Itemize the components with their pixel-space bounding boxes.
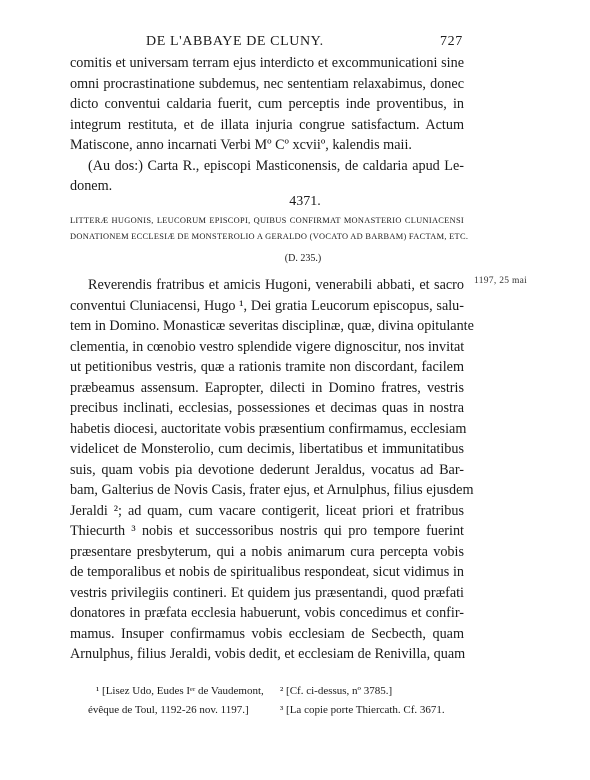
body-line: de temporalibus et nobis de spiritualibus respondeat, sicut vidimus in [70,564,464,580]
running-title: DE L'ABBAYE DE CLUNY. [146,34,324,49]
endorsement-line: donem. [70,178,113,194]
body-line: Arnulphus, filius Jeraldi, vobis dedit, et ecclesiam de Renivilla, quam [70,646,466,662]
text-line: dicto conventui caldaria fuerit, cum perceptis inde proventibus, in [70,96,464,112]
body-line: conventui Cluniacensi, Hugo ¹, Dei gratia Leucorum episcopus, salu- [70,298,464,314]
body-line: præsentare presbyterum, qui a nobis animarum cura percepta vobis [70,544,464,560]
footnote-3: ³ [La copie porte Thiercath. Cf. 3671. [280,704,445,716]
body-line: videlicet de Monsterolio, cum decimis, libertatibus et immunitatibus [70,441,464,457]
footnote-1: ¹ [Lisez Udo, Eudes Iᵉʳ de Vaudemont, [96,685,264,697]
text-line: Matiscone, anno incarnati Verbi Mº Cº xcviiº, kalendis maii. [70,137,412,153]
margin-date: 1197, 25 mai [474,276,528,286]
footnote-1-cont: évêque de Toul, 1192-26 nov. 1197.] [88,704,249,716]
body-line: bam, Galterius de Novis Casis, frater ejus, et Arnulphus, filius ejusdem [70,482,474,498]
body-line: ut petitionibus vestris, quæ a rationis tramite non discordant, facilem [70,359,464,375]
text-line: comitis et universam terram ejus interdicto et excommunicationi sine [70,55,464,71]
page-number: 727 [440,34,463,49]
text-line: integrum restituta, et de illata injuria congrue satisfactum. Actum [70,117,464,133]
charter-number: 4371. [289,194,321,209]
text-line: omni procrastinatione subdemus, nec sententiam relaxabimus, donec [70,76,464,92]
body-line: Reverendis fratribus et amicis Hugoni, venerabili abbati, et sacro [88,277,464,293]
body-line: tem in Domino. Monasticæ severitas disciplinæ, quæ, divina opitulante [70,318,474,334]
body-line: suis, quam vobis pia devotione dederunt Jeraldus, vocatus ad Bar- [70,462,464,478]
footnote-2: ² [Cf. ci-dessus, nº 3785.] [280,685,393,697]
body-line: præbeamus assensum. Eapropter, dilecti in Domino fratres, vestris [70,380,464,396]
body-line: Jeraldi ²; ad quam, cum vacare contigerit, liceat priori et fratribus [70,503,464,519]
body-line: clementia, in cœnobio vestro splendide vigere dignoscitur, nos invitat [70,339,465,355]
body-line: mamus. Insuper confirmamus vobis ecclesiam de Secbecth, quam [70,626,464,642]
body-line: Thiecurth ³ nobis et successoribus nostris qui pro tempore fuerint [70,523,464,539]
endorsement-line: (Au dos:) Carta R., episcopi Masticonensis, de caldaria apud Le- [88,158,464,174]
charter-summary-line: LITTERÆ HUGONIS, LEUCORUM EPISCOPI, QUIBUS CONFIRMAT MONASTERIO CLUNIACENSI [70,216,464,225]
body-line: habetis diocesi, auctoritate vobis præsentium confirmamus, ecclesiam [70,421,467,437]
body-line: vestris privilegiis contineri. Et quidem jus præsentandi, quod præfati [70,585,464,601]
body-line: precibus inclinati, ecclesias, possessiones et decimas quas in nostra [70,400,464,416]
charter-reference: (D. 235.) [284,253,322,264]
body-line: donatores in præfata ecclesia habuerunt, vobis concedimus et confir- [70,605,464,621]
charter-summary-line: DONATIONEM ECCLESIÆ DE MONSTEROLIO A GERALDO (VOCATO AD BARBAM) FACTAM, ETC. [70,232,469,241]
